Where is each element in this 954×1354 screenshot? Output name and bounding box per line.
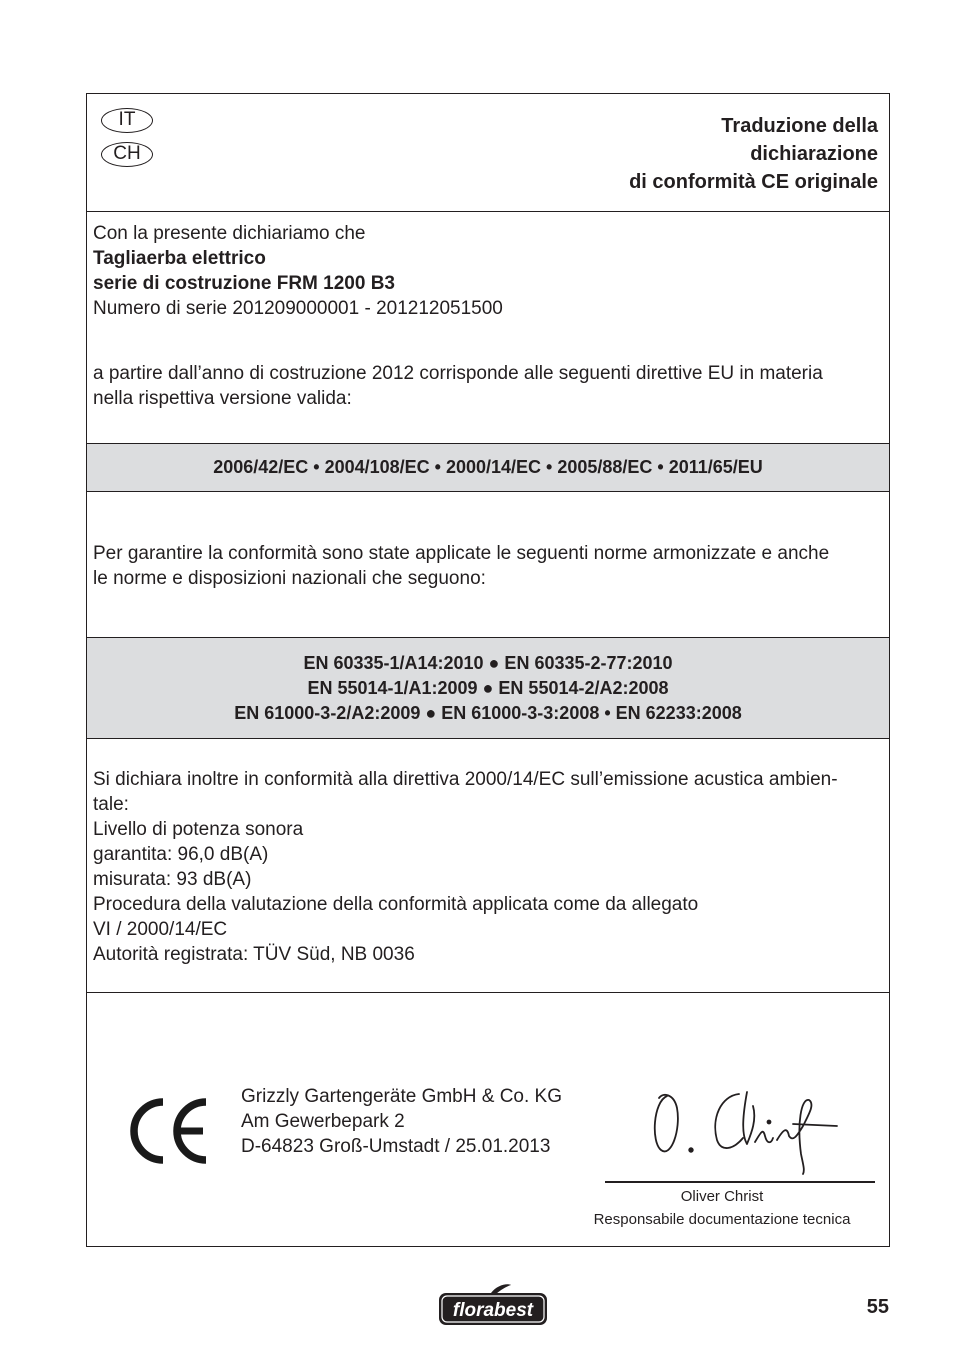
svg-text:florabest: florabest bbox=[452, 1300, 534, 1321]
statement-line-2: nella rispettiva versione valida: bbox=[93, 388, 352, 409]
product-series: serie di costruzione FRM 1200 B3 bbox=[93, 273, 395, 294]
florabest-logo bbox=[437, 1283, 549, 1329]
signatory-role: Responsabile documentazione tecnica bbox=[593, 1211, 851, 1228]
serial-number: Numero di serie 201209000001 - 201212051500 bbox=[93, 298, 503, 319]
norms-intro: Per garantire la conformità sono state applicate le seguenti norme armonizzate e anche le norme e disposizioni nazionali che seguono: bbox=[93, 543, 830, 589]
page-number: 55 bbox=[866, 1296, 889, 1318]
declaration-title: Traduzione della dichiarazione di conformità CE originale bbox=[629, 115, 878, 193]
product-name: Tagliaerba elettrico bbox=[93, 248, 266, 269]
signature-line bbox=[605, 1181, 875, 1183]
product-section bbox=[87, 221, 889, 411]
signatory-name: Oliver Christ bbox=[680, 1188, 764, 1205]
ce-mark-logo bbox=[127, 1097, 211, 1165]
language-badge-it: IT bbox=[101, 108, 153, 133]
header-section bbox=[87, 94, 889, 211]
handwritten-signature bbox=[647, 1084, 847, 1179]
noise-section: Si dichiara inoltre in conformità alla direttiva 2000/14/EC sull’emissione acustica ambien- tale: Livello di potenza sonora garantita: 96,0 dB(A) misurata: 93 dB(A) Procedura della valutazione della conformità applicata come da allegato VI / 2000/14/EC Autorità registrata: TÜV Süd, NB 0036 bbox=[93, 769, 838, 965]
directives-band: 2006/42/EC • 2004/108/EC • 2000/14/EC • 2005/88/EC • 2011/65/EU bbox=[87, 444, 889, 491]
language-badge-ch: CH bbox=[101, 142, 153, 167]
intro-text: Con la presente dichiariamo che bbox=[93, 223, 366, 244]
declaration-frame bbox=[86, 93, 890, 1247]
statement-line-1: a partire dall’anno di costruzione 2012 corrisponde alle seguenti direttive EU in materia bbox=[93, 363, 823, 384]
norms-band: EN 60335-1/A14:2010 ● EN 60335-2-77:2010 EN 55014-1/A1:2009 ● EN 55014-2/A2:2008 EN 61000-3-2/A2:2009 ● EN 61000-3-3:2008 • EN 62233:2008 bbox=[87, 638, 889, 738]
company-address: Grizzly Gartengeräte GmbH & Co. KG Am Gewerbepark 2 D-64823 Groß-Umstadt / 25.01.2013 bbox=[241, 1086, 562, 1157]
